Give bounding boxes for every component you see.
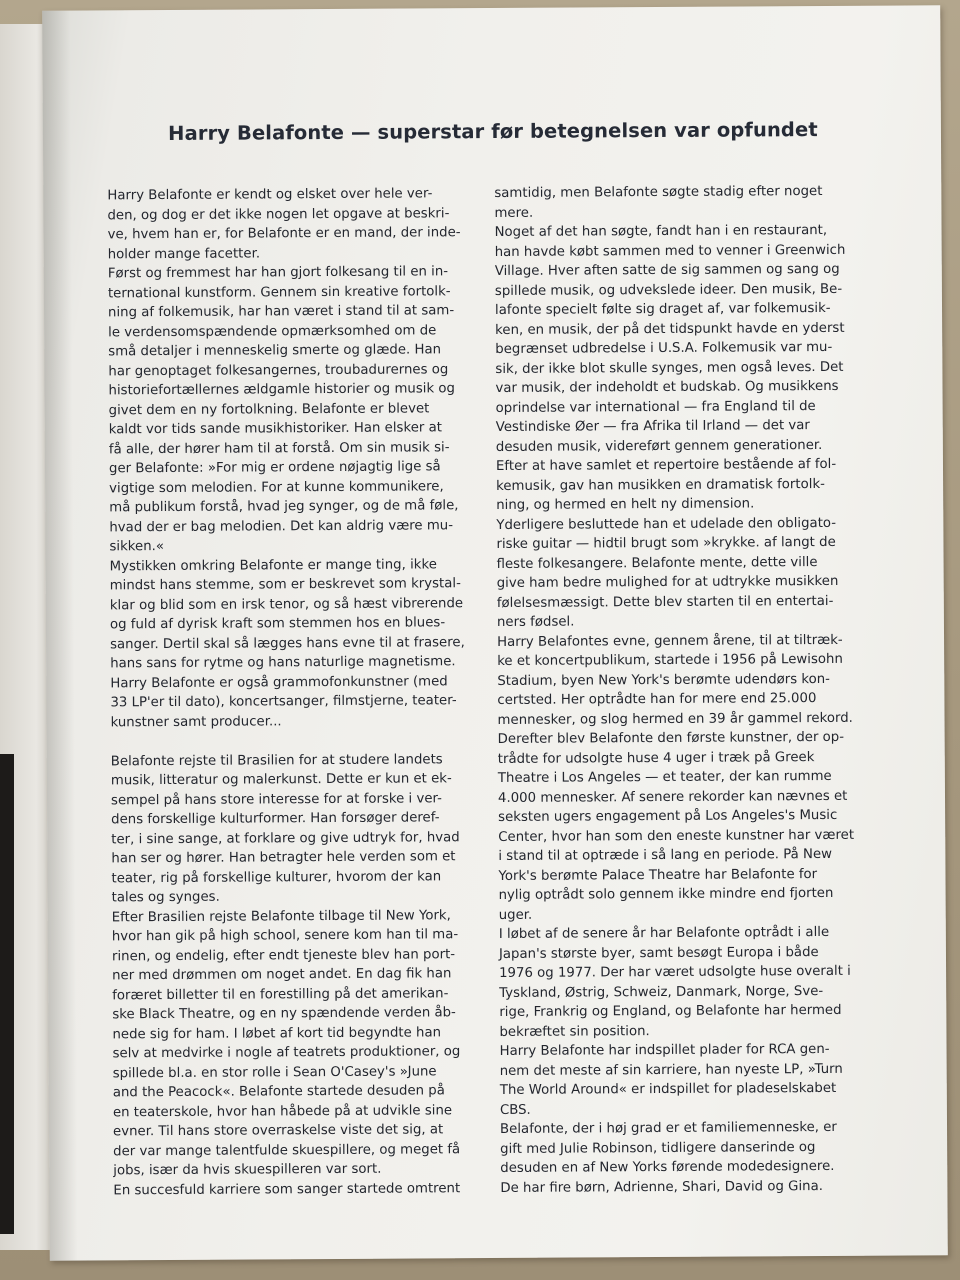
- text-line: The World Around« er indspillet for pladeselskabet: [499, 1080, 837, 1098]
- text-line: nede sig for ham. I løbet af kort tid begyndte han: [112, 1024, 442, 1042]
- text-line: var musik, der indeholdt et budskab. Og musikkens: [495, 378, 839, 396]
- text-line: musik, litteratur og malerkunst. Dette er kun et ek-: [110, 771, 452, 789]
- text-line: Japan's største byer, samt besøgt Europa i både: [498, 944, 819, 962]
- text-line: givet dem en ny fortolkning. Belafonte er blevet: [108, 400, 430, 418]
- text-line: Derefter blev Belafonte den første kunstner, der op-: [497, 729, 845, 747]
- text-line: Harry Belafonte er også grammofonkunstner (med: [110, 673, 448, 691]
- text-line: oprindelse var international — fra England til de: [495, 398, 816, 416]
- text-line: ve, hvem han er, for Belafonte er en mand, der inde-: [107, 225, 461, 243]
- text-line: ter, i sine sange, at forklare og give udtryk for, hvad: [111, 829, 460, 847]
- text-line: jobs, især da hvis skuespilleren var sort.: [113, 1161, 382, 1179]
- text-line: kaldt vor tids sande musikhistoriker. Han elsker at: [108, 420, 442, 438]
- text-line: CBS.: [499, 1102, 531, 1118]
- text-line: Yderligere besluttede han et udelade den obligato-: [496, 515, 837, 533]
- text-line: kunstner samt producer...: [110, 713, 282, 730]
- text-line: ning af folkemusik, har han været i stand til at sam-: [107, 303, 455, 321]
- text-line: rinen, og endelig, efter endt tjeneste blev han port-: [111, 946, 456, 964]
- text-line: selv at medvirke i nogle af teatrets produktioner, og: [112, 1044, 461, 1062]
- text-line: begrænset udbredelse i U.S.A. Folkemusik var mu-: [495, 339, 833, 357]
- text-line: hvor han gik på high school, senere kom han til ma-: [111, 927, 459, 945]
- text-line: historiefortællernes ældgamle historier og musik og: [108, 381, 455, 399]
- text-line: Theatre i Los Angeles — et teater, der kan rumme: [497, 768, 832, 786]
- text-line: Village. Hver aften satte de sig sammen og sang og: [494, 261, 840, 279]
- text-line: Belafonte, der i høj grad er et familiemenneske, er: [499, 1119, 837, 1137]
- text-line: I løbet af de senere år har Belafonte optrådt i alle: [498, 924, 830, 942]
- text-line: Først og fremmest har han gjort folkesang til en in-: [107, 264, 449, 282]
- text-line: der var mange talentfulde skuespillere, og meget få: [113, 1141, 461, 1159]
- text-line: Vestindiske Øer — fra Afrika til Irland — det var: [495, 418, 810, 435]
- text-line: ske Black Theatre, og en ny spændende verden åb-: [112, 1005, 456, 1023]
- text-line: og fuld af dyrisk kraft som stemmen hos en blues-: [109, 615, 446, 633]
- text-line: evner. Til hans store overraskelse viste det sig, at: [112, 1122, 444, 1140]
- text-line: Stadium, byen New York's berømte udendørs kon-: [497, 671, 831, 689]
- text-line: ning, og hermed en helt ny dimension.: [496, 496, 755, 513]
- text-line: må publikum forstå, hvad jeg synger, og de må føle,: [109, 498, 459, 516]
- left-page-photo-edge: [0, 754, 14, 1234]
- text-line: sanger. Dertil skal så lægges hans evne til at frasere,: [110, 634, 465, 652]
- text-line: dens forskellige kulturformer. Han forsøger deref-: [111, 810, 440, 828]
- booklet-page: [42, 5, 948, 1260]
- text-line: York's berømte Palace Theatre har Belafonte for: [498, 866, 818, 884]
- text-line: følelsesmæssigt. Dette blev starten til en entertai-: [496, 593, 834, 611]
- text-line: riske guitar — hidtil brugt som »krykke. af langt de: [496, 534, 836, 552]
- text-line: sempel på hans store interesse for at forske i ver-: [110, 790, 442, 808]
- text-line: sikken.«: [109, 539, 165, 555]
- text-line: han ser og hører. Han betragter hele verden som et: [111, 849, 456, 867]
- text-line: vigtige som melodien. For at kunne kommunikere,: [109, 478, 444, 496]
- text-line: spillede bl.a. en stor rolle i Sean O'Casey's »June: [112, 1063, 437, 1081]
- text-line: Tyskland, Østrig, Schweiz, Danmark, Norge, Sve-: [499, 983, 824, 1001]
- text-line: fleste folkesangere. Belafonte mente, dette ville: [496, 554, 818, 572]
- text-line: ke et koncertpublikum, startede i 1956 på Lewisohn: [497, 651, 843, 669]
- left-text-column: [107, 184, 481, 1200]
- text-line: gift med Julie Robinson, tidligere danserinde og: [500, 1139, 816, 1157]
- text-line: uger.: [498, 907, 533, 923]
- text-line: Belafonte rejste til Brasilien for at studere landets: [110, 751, 443, 769]
- text-line: små detaljer i menneskelig smerte og glæde. Han: [108, 342, 442, 360]
- text-line: En succesfuld karriere som sanger startede omtrent: [113, 1180, 461, 1198]
- text-line: 4.000 mennesker. Af senere rekorder kan nævnes et: [497, 788, 848, 806]
- text-line: Harry Belafontes evne, gennem årene, til at tiltræk-: [497, 632, 843, 650]
- text-line: mindst hans stemme, som er beskrevet som krystal-: [109, 576, 461, 594]
- text-line: klar og blid som en irsk tenor, og så hæst vibrerende: [109, 595, 464, 613]
- text-line: hvad der er bag melodien. Det kan aldrig være mu-: [109, 517, 454, 535]
- text-line: teater, rig på forskellige kulturer, hvorom der kan: [111, 868, 442, 886]
- text-line: Mystikken omkring Belafonte er mange ting, ikke: [109, 556, 437, 574]
- text-line: mere.: [494, 205, 534, 221]
- text-line: desuden en af New Yorks førende modedesignere.: [500, 1158, 835, 1176]
- text-line: De har fire børn, Adrienne, Shari, David og Gina.: [500, 1178, 823, 1196]
- right-text-column: [494, 182, 870, 1198]
- text-line: spillede musik, og udvekslede ideer. Den musik, Be-: [494, 281, 843, 299]
- text-line: 1976 og 1977. Der har været udsolgte huse overalt i: [499, 963, 851, 981]
- text-line: kemusik, gav han musikken en dramatisk fortolk-: [496, 476, 825, 494]
- text-line: nem det meste af sin karriere, han nyeste LP, »Turn: [499, 1061, 843, 1079]
- text-line: seksten ugers engagement på Los Angeles's Music: [498, 807, 838, 825]
- text-line: Harry Belafonte er kendt og elsket over hele ver-: [107, 186, 433, 204]
- text-line: 33 LP'er til dato), koncertsanger, filmstjerne, teater-: [110, 693, 457, 711]
- text-line: samtidig, men Belafonte søgte stadig efter noget: [494, 183, 823, 201]
- text-line: ger Belafonte: »For mig er ordene nøjagtig lige så: [108, 459, 441, 477]
- text-line: nylig optrådt solo gennem ikke mindre end fjorten: [498, 885, 834, 903]
- text-line: ternational kunstform. Gennem sin kreative fortolk-: [107, 283, 451, 301]
- text-line: and the Peacock«. Belafonte startede desuden på: [112, 1083, 445, 1101]
- text-line: sik, der ikke blot skulle synges, men også leves. Det: [495, 359, 844, 377]
- text-line: foræret billetter til en forestilling på det amerikan-: [112, 985, 449, 1003]
- text-line: give ham bedre mulighed for at udtrykke musikken: [496, 573, 839, 591]
- text-line: mennesker, og slog hermed en 39 år gammel rekord.: [497, 710, 853, 728]
- text-line: en teaterskole, hvor han håbede på at udvikle sine: [112, 1102, 453, 1120]
- paragraph-spacer: [111, 730, 479, 752]
- text-line: han havde købt sammen med to venner i Greenwich: [494, 242, 846, 260]
- text-line: bekræftet sin position.: [499, 1023, 650, 1040]
- text-line: le verdensomspændende opmærksomhed om de: [108, 322, 437, 340]
- text-line: Center, hvor han som den eneste kunstner har været: [498, 827, 855, 845]
- text-line: i stand til at optræde i så lang en periode. På New: [498, 846, 833, 864]
- text-line: hans sans for rytme og hans naturlige magnetisme.: [110, 654, 456, 672]
- text-line: ner med drømmen om noget andet. En dag fik han: [112, 966, 452, 984]
- text-line: Harry Belafonte har indspillet plader for RCA gen-: [499, 1041, 830, 1059]
- text-line: ners fødsel.: [496, 614, 575, 630]
- text-line: desuden musik, videreført gennem generationer.: [495, 437, 823, 455]
- text-line: få alle, der hører ham til at forstå. Om sin musik si-: [108, 439, 450, 457]
- text-line: holder mange facetter.: [107, 245, 261, 262]
- article-title: Harry Belafonte — superstar før betegnelsen var opfundet: [168, 118, 818, 145]
- text-line: lafonte specielt følte sig draget af, var folkemusik-: [494, 300, 831, 318]
- text-line: Noget af det han søgte, fandt han i en restaurant,: [494, 222, 828, 240]
- text-line: har genoptaget folkesangernes, troubadurernes og: [108, 361, 449, 379]
- text-line: rige, Frankrig og England, og Belafonte har hermed: [499, 1002, 842, 1020]
- text-line: den, og dog er det ikke nogen let opgave at beskri-: [107, 205, 450, 223]
- text-line: tales og synges.: [111, 889, 220, 906]
- text-line: Efter Brasilien rejste Belafonte tilbage til New York,: [111, 907, 451, 925]
- text-line: certsted. Her optrådte han for mere end 25.000: [497, 691, 817, 708]
- text-line: ken, en musik, der på det tidspunkt havde en yderst: [495, 320, 845, 338]
- text-line: Efter at have samlet et repertoire bestående af fol-: [495, 456, 837, 474]
- text-line: trådte for udsolgte huse 4 uger i træk på Greek: [497, 749, 815, 767]
